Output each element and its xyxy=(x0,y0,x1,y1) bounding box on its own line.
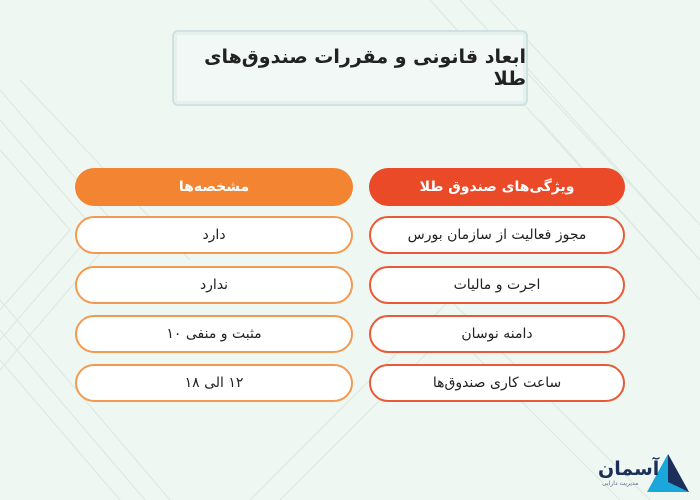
spec-cell-hours: ۱۲ الی ۱۸ xyxy=(75,364,353,402)
feature-cell-fees: اجرت و مالیات xyxy=(369,266,625,304)
page-title: ابعاد قانونی و مقررات صندوق‌های طلا xyxy=(204,46,526,90)
feature-cell-hours: ساعت کاری صندوق‌ها xyxy=(369,364,625,402)
logo-tagline: مدیریت دارایی xyxy=(602,480,639,487)
spec-cell-license: دارد xyxy=(75,216,353,254)
feature-cell-range: دامنه نوسان xyxy=(369,315,625,353)
header-features: ویژگی‌های صندوق طلا xyxy=(369,168,625,206)
feature-cell-license: مجوز فعالیت از سازمان بورس xyxy=(369,216,625,254)
spec-cell-range: مثبت و منفی ۱۰ xyxy=(75,315,353,353)
logo-name: آسمان xyxy=(598,458,660,480)
title-box xyxy=(172,30,528,106)
header-specs: مشخصه‌ها xyxy=(75,168,353,206)
spec-cell-fees: ندارد xyxy=(75,266,353,304)
